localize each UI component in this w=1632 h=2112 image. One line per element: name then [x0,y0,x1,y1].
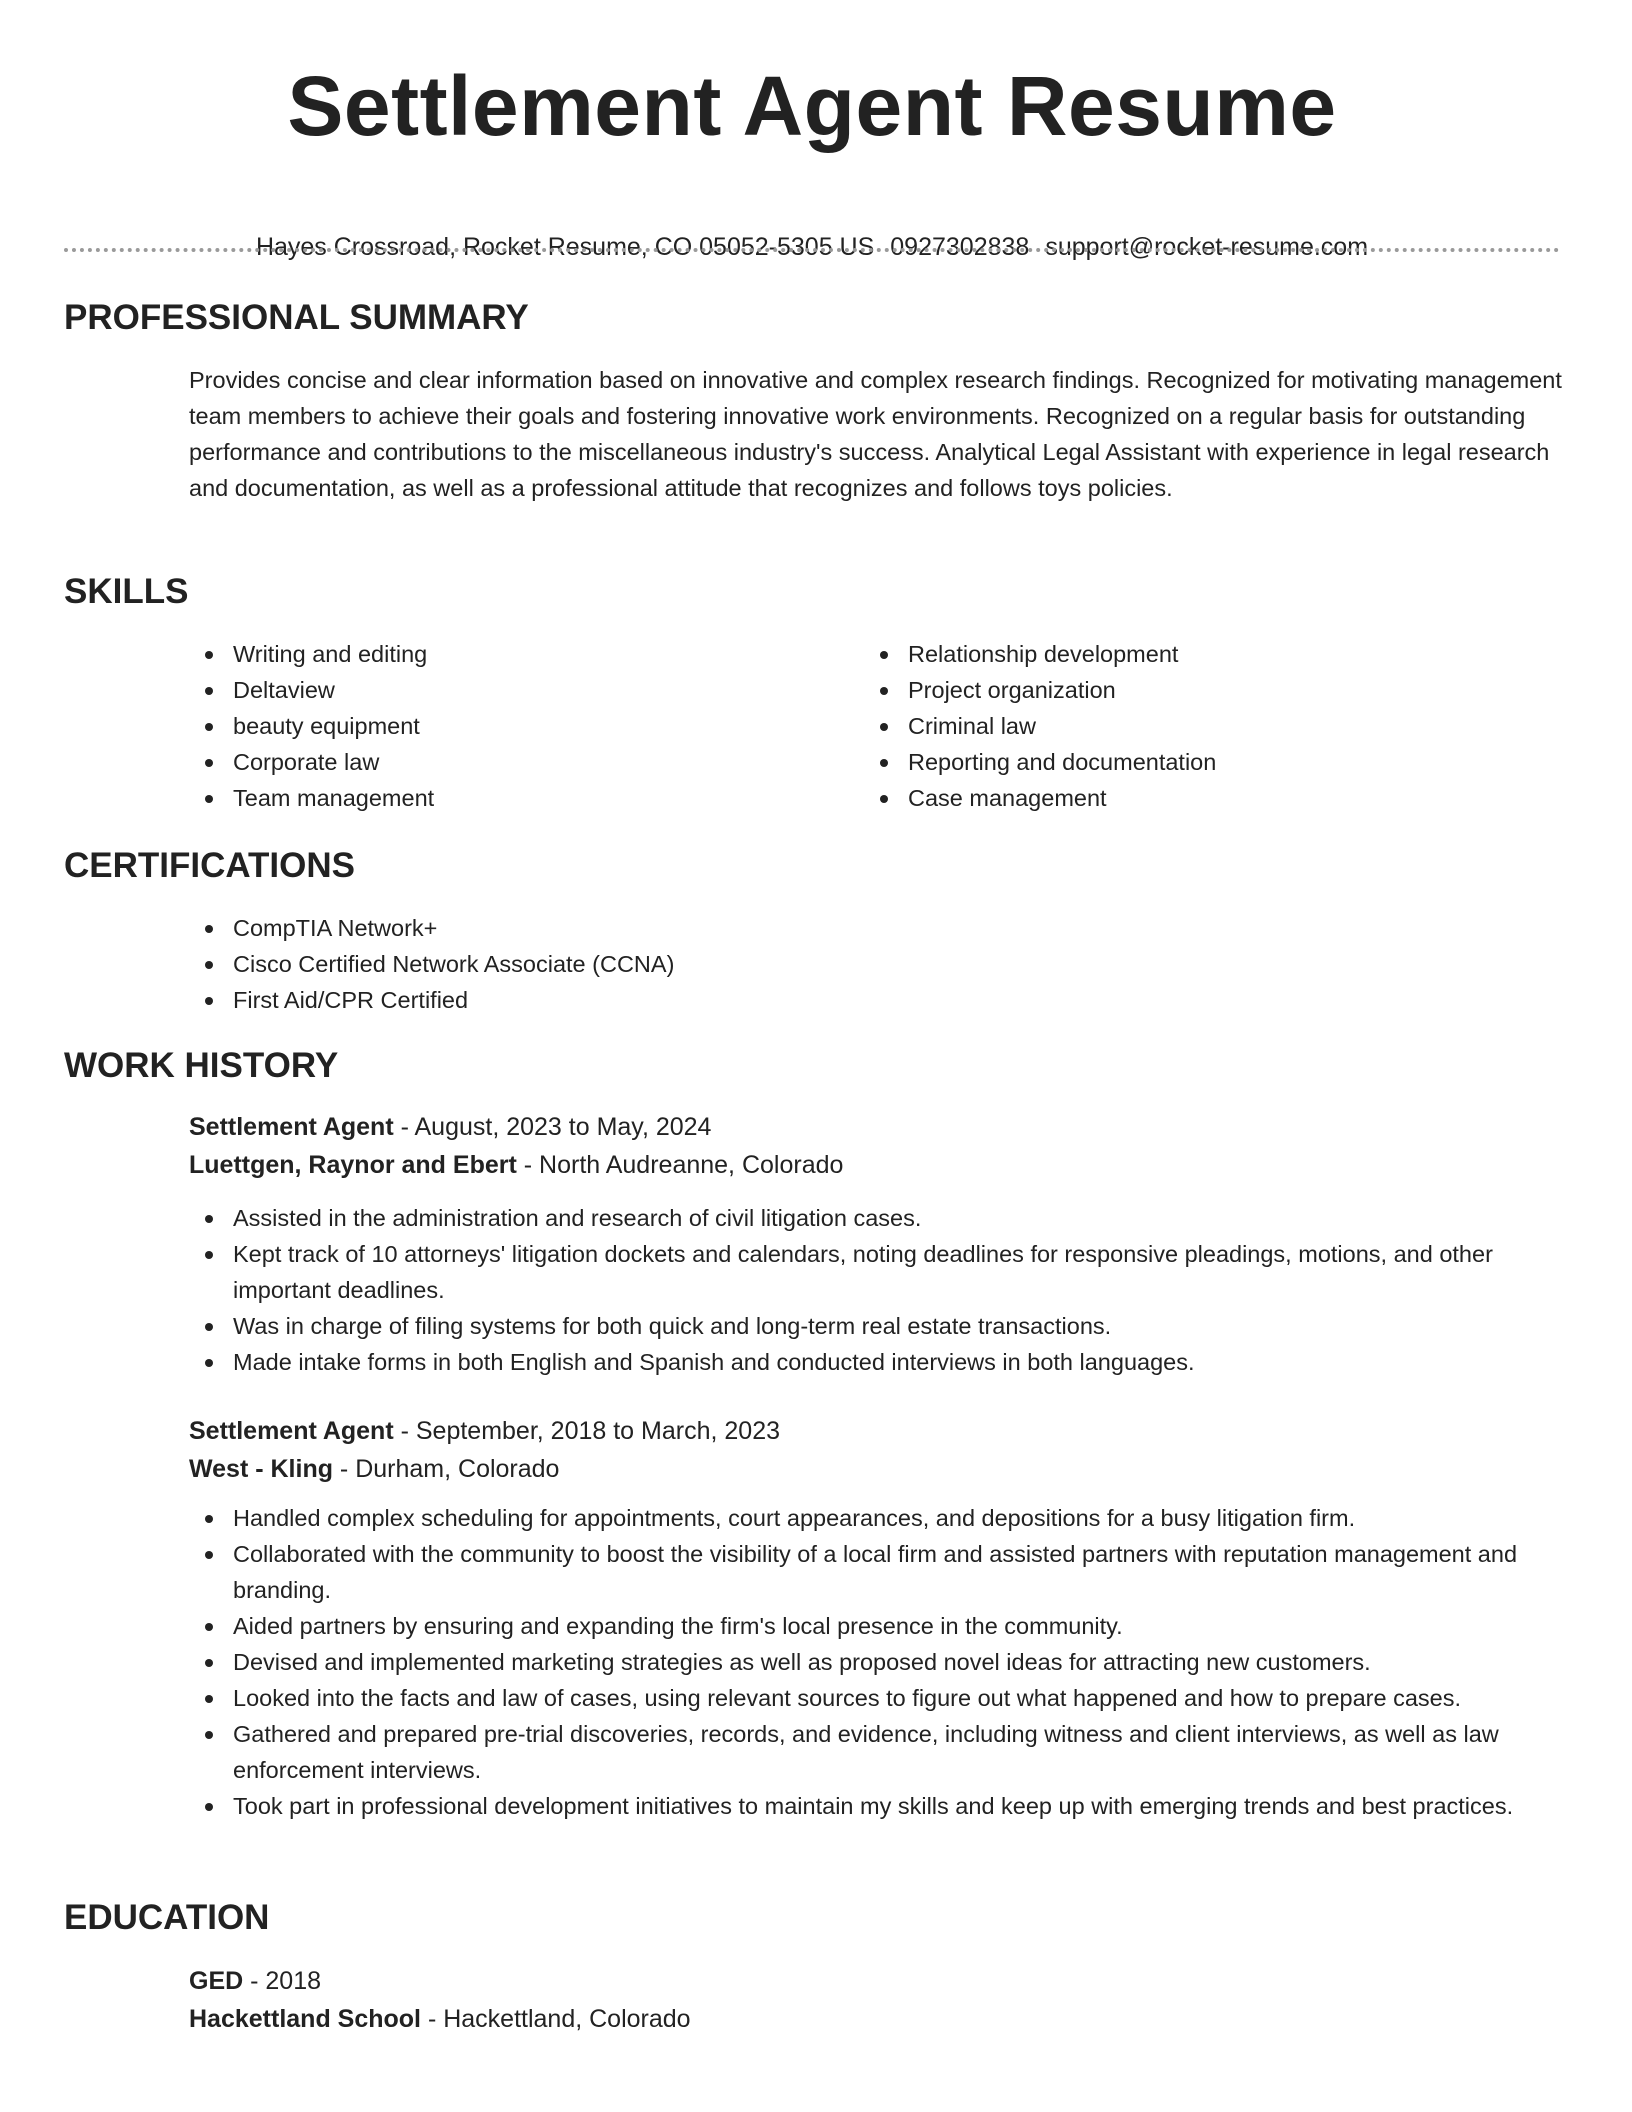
education-year: - 2018 [243,1967,322,1995]
job-company-line [189,1450,1579,1488]
job-title: Settlement Agent [189,1113,394,1141]
job-company: West - Kling [189,1455,333,1483]
education-entry [189,1962,691,2038]
job-dates: - September, 2018 to March, 2023 [393,1417,780,1445]
job-entry [189,1412,1579,1824]
job-title: Settlement Agent [189,1417,394,1445]
resume-title: Settlement Agent Resume [287,59,1337,153]
job-bullet: Handled complex scheduling for appointments, court appearances, and depositions for a busy litigation firm. [189,1500,1579,1536]
skill-item: beauty equipment [189,708,434,744]
certification-item: CompTIA Network+ [189,910,674,946]
job-title-line [189,1108,1579,1146]
job-bullet: Was in charge of filing systems for both quick and long-term real estate transactions. [189,1308,1579,1344]
skill-item: Deltaview [189,672,434,708]
work-history-heading: WORK HISTORY [64,1046,339,1085]
education-heading: EDUCATION [64,1898,270,1937]
contact-line [64,232,1560,262]
education-location: - Hackettland, Colorado [421,2005,691,2033]
skill-item: Relationship development [864,636,1216,672]
job-bullet: Kept track of 10 attorneys' litigation dockets and calendars, noting deadlines for responsive pleadings, motions, and other important deadlines. [189,1236,1579,1308]
job-bullet: Took part in professional development initiatives to maintain my skills and keep up with emerging trends and best practices. [189,1788,1579,1824]
job-company: Luettgen, Raynor and Ebert [189,1151,517,1179]
job-bullet: Gathered and prepared pre-trial discoveries, records, and evidence, including witness and client interviews, as well as law enforcement interviews. [189,1716,1579,1788]
skill-item: Corporate law [189,744,434,780]
summary-heading: PROFESSIONAL SUMMARY [64,298,529,337]
header-divider [64,248,1560,252]
job-dates: - August, 2023 to May, 2024 [393,1113,712,1141]
job-bullets [189,1200,1579,1380]
job-location: - Durham, Colorado [332,1455,560,1483]
job-title-line [189,1412,1579,1450]
skill-item: Project organization [864,672,1216,708]
skills-list-right [864,636,1216,816]
contact-email: support@rocket-resume.com [1045,233,1369,261]
certifications-list [189,910,674,1018]
job-bullet: Assisted in the administration and research of civil litigation cases. [189,1200,1579,1236]
contact-phone: 0927302838 [890,233,1030,261]
education-degree: GED [189,1967,244,1995]
education-school-line [189,2000,691,2038]
skill-item: Criminal law [864,708,1216,744]
summary-text: Provides concise and clear information based on innovative and complex research findings. Recognized for motivating management team members to achieve their goals and fostering innovative work environments. Recognized on a regular basis for outstanding performance and contributions to the miscellaneous industry's success. Analytical Legal Assistant with experience in legal research and documentation, as well as a professional attitude that recognizes and follows toys policies. [189,367,1562,501]
skill-item: Writing and editing [189,636,434,672]
skills-list-left [189,636,434,816]
job-bullet: Looked into the facts and law of cases, using relevant sources to figure out what happened and how to prepare cases. [189,1680,1579,1716]
job-bullet: Aided partners by ensuring and expanding the firm's local presence in the community. [189,1608,1579,1644]
job-bullets [189,1500,1579,1824]
contact-address: Hayes Crossroad, Rocket Resume, CO 05052-5305 US [255,233,875,261]
education-school: Hackettland School [189,2005,421,2033]
education-degree-line [189,1962,691,2000]
certification-item: First Aid/CPR Certified [189,982,674,1018]
job-entry [189,1108,1579,1380]
skill-item: Case management [864,780,1216,816]
skills-heading: SKILLS [64,572,189,611]
job-company-line [189,1146,1579,1184]
certification-item: Cisco Certified Network Associate (CCNA) [189,946,674,982]
skill-item: Team management [189,780,434,816]
job-bullet: Devised and implemented marketing strategies as well as proposed novel ideas for attracting new customers. [189,1644,1579,1680]
certifications-heading: CERTIFICATIONS [64,846,356,885]
skill-item: Reporting and documentation [864,744,1216,780]
job-bullet: Made intake forms in both English and Spanish and conducted interviews in both languages. [189,1344,1579,1380]
job-bullet: Collaborated with the community to boost the visibility of a local firm and assisted partners with reputation management and branding. [189,1536,1579,1608]
resume-page [64,0,1562,2033]
job-location: - North Audreanne, Colorado [516,1151,844,1179]
